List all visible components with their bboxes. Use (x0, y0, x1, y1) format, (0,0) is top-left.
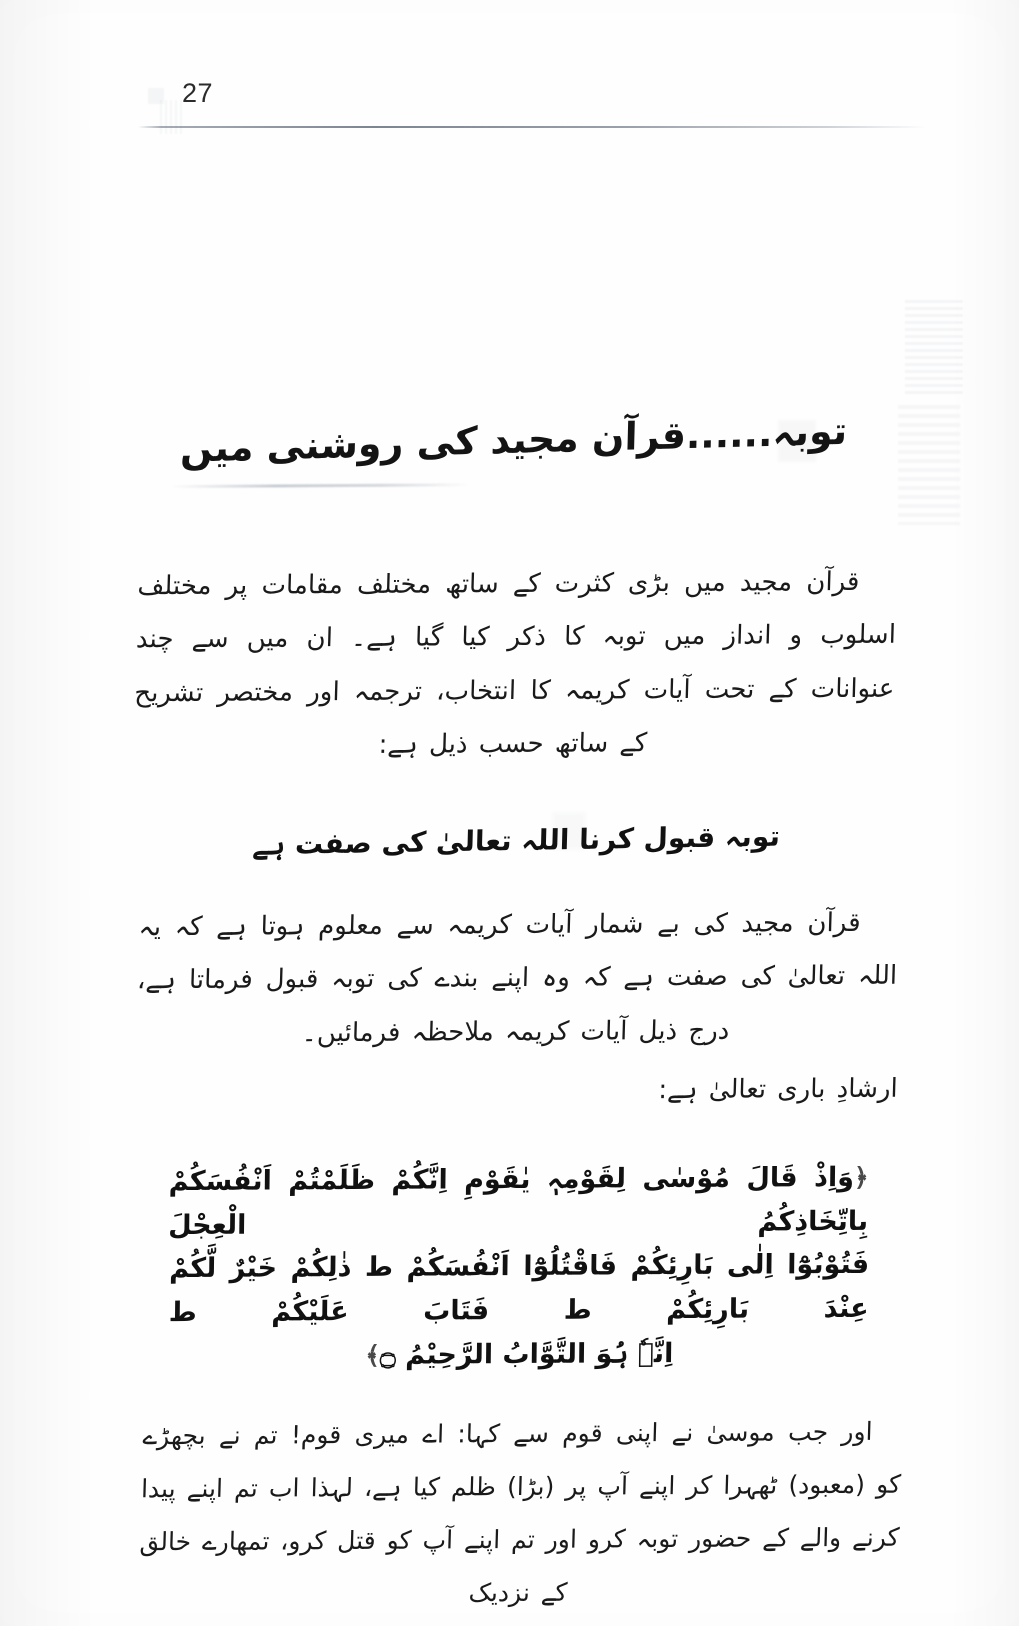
page-content (132, 148, 901, 1621)
verse-open-bracket-icon: ﴿ (853, 1162, 869, 1192)
page-header (138, 78, 926, 130)
second-paragraph: قرآن مجید کی بے شمار آیات کریمہ سے معلوم ہوتا ہے کہ یہ اللہ تعالیٰ کی صفت ہے کہ وہ اپنے بندے کی توبہ قبول فرماتا ہے، درج ذیل آیات کریمہ ملاحظہ فرمائیں۔ (136, 907, 898, 1048)
verse-line-2: فَتُوْبُوْٓا اِلٰی بَارِئِکُمْ فَاقْتُلُوْٓا اَنْفُسَکُمْ ط ذٰلِکُمْ خَیْرٌ لَّکُمْ عِنْدَ بَارِئِکُمْ ط فَتَابَ عَلَیْکُمْ ط (168, 1249, 870, 1329)
title-underline (170, 483, 470, 488)
translation-paragraph: اور جب موسیٰ نے اپنی قوم سے کہا: اے میری قوم! تم نے بچھڑے کو (معبود) ٹھہرا کر اپنے آپ پر (بڑا) ظلم کیا ہے، لہذا اب تم اپنے پیدا کرنے والے کے حضور توبہ کرو اور تم اپنے آپ کو قتل کرو، تمھارے خالق کے نزدیک (139, 1416, 902, 1607)
page-number: 27 (182, 78, 214, 108)
header-divider (138, 126, 926, 128)
verse-line-3 (169, 1331, 869, 1379)
quran-verse-block (168, 1156, 869, 1379)
intro-paragraph: قرآن مجید میں بڑی کثرت کے ساتھ مختلف مقامات پر مختلف اسلوب و انداز میں توبہ کا ذکر کیا گیا ہے۔ ان میں سے چند عنوانات کے تحت آیات کریمہ کا انتخاب، ترجمہ اور مختصر تشریح کے ساتھ حسب ذیل ہے: (133, 566, 897, 760)
verse-line-1 (168, 1156, 869, 1248)
scan-edge-shadow-left (0, 0, 96, 1626)
verse-text-3: اِنَّہٗ ہُوَ التَّوَّابُ الرَّحِیْمُ ۝ (379, 1337, 674, 1371)
verse-close-bracket-icon: ﴾ (365, 1340, 381, 1370)
scan-edge-shadow-right (949, 0, 1019, 1626)
scan-artifact (898, 405, 960, 525)
section-heading: توبہ قبول کرنا اللہ تعالیٰ کی صفت ہے (251, 819, 781, 862)
verse-text-1: وَاِذْ قَالَ مُوْسٰی لِقَوْمِہٖ یٰقَوْمِ اِنَّکُمْ ظَلَمْتُمْ اَنْفُسَکُمْ بِاتِّخَاذِکُمُ الْعِجْلَ (168, 1161, 869, 1241)
page-title: توبہ......قرآن مجید کی روشنی میں (179, 408, 848, 471)
scan-artifact (905, 300, 963, 395)
lead-in-line: ارشادِ باری تعالیٰ ہے: (657, 1073, 899, 1105)
